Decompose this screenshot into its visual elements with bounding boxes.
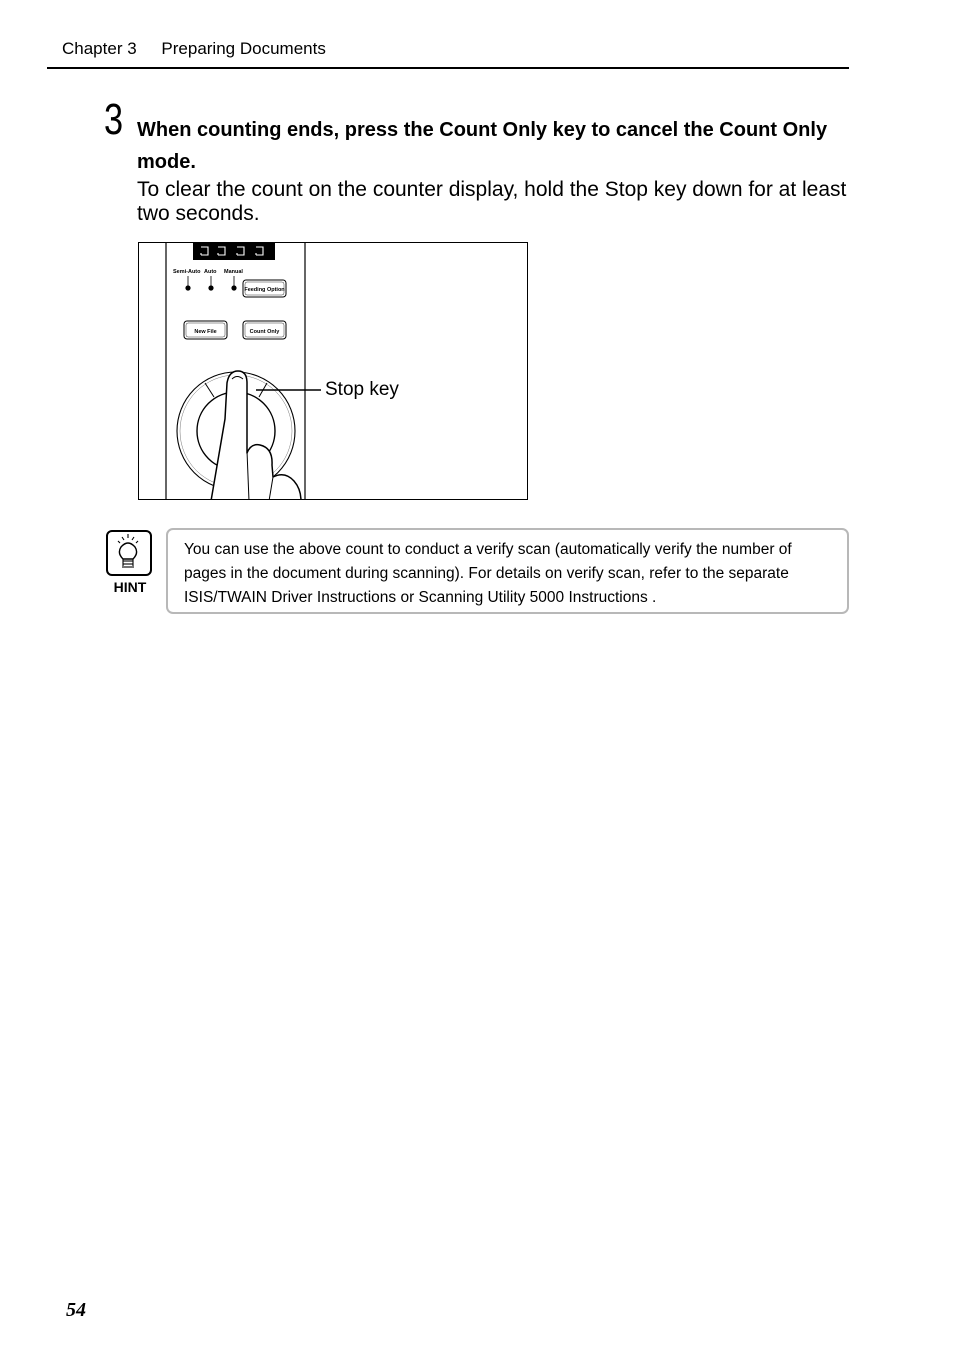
new-file-key (184, 321, 227, 339)
running-header (62, 38, 326, 60)
page-number: 54 (66, 1299, 86, 1321)
lightbulb-icon (106, 530, 152, 576)
feeding-option-label: Feeding Option (244, 287, 285, 293)
mode-label-semi-auto: Semi-Auto (173, 269, 201, 275)
chapter-label: Chapter 3 (62, 39, 137, 58)
hint-text: You can use the above count to conduct a verify scan (automatically verify the number of pages in the document during scanning). For details on verify scan, refer to the separate ISIS/TWAIN Driver Instructions or Scanning Utility 5000 Instructions . (184, 541, 792, 606)
step-title: When counting ends, press the Count Only key to cancel the Count Only mode. (137, 119, 828, 173)
count-only-label: Count Only (249, 329, 280, 335)
hint-label: HINT (113, 579, 147, 595)
counter-display (193, 243, 275, 260)
hint-box (166, 528, 849, 614)
mode-label-manual: Manual (224, 269, 243, 275)
mode-label-auto: Auto (204, 269, 217, 275)
new-file-label: New File (194, 329, 217, 335)
feeding-option-key (243, 280, 286, 297)
count-only-key (243, 321, 286, 339)
auto-indicator (208, 285, 213, 290)
step-number: 3 (104, 95, 124, 144)
stop-key-illustration (138, 242, 528, 500)
manual-indicator (231, 285, 236, 290)
semi-auto-indicator (185, 285, 190, 290)
section-label: Preparing Documents (161, 39, 326, 58)
stop-key-callout: Stop key (325, 379, 399, 400)
header-rule (47, 67, 849, 69)
control-panel-drawing (139, 243, 528, 500)
step-body: To clear the count on the counter display, hold the Stop key down for at least two seconds. (137, 178, 847, 225)
